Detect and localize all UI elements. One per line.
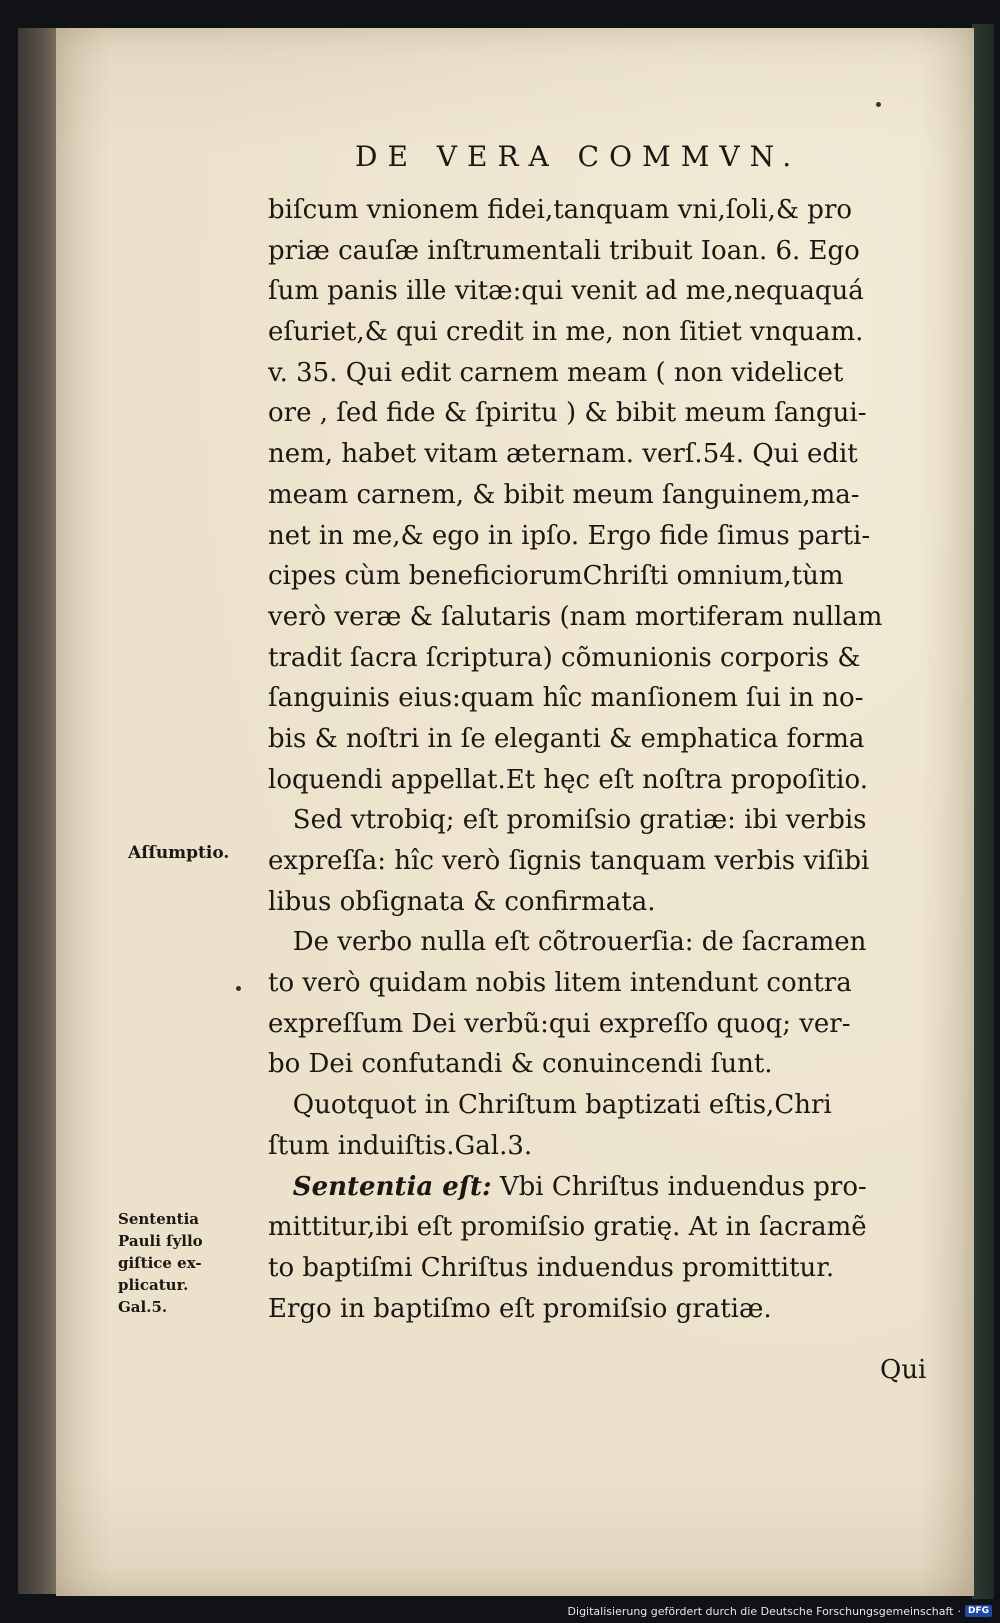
text-line: ore , ſed fide & ſpiritu ) & bibit meum ſangui- — [268, 398, 867, 429]
ink-speck — [236, 986, 241, 991]
text-line: Quotquot in Chriſtum baptizati eſtis,Chri — [268, 1090, 832, 1121]
sententia-label: Sententia eſt: — [292, 1171, 492, 1202]
digitization-credit: Digitalisierung gefördert durch die Deutsche Forschungsgemeinschaft · DFG — [568, 1602, 992, 1620]
dfg-logo: DFG — [965, 1605, 992, 1617]
text-line: verò veræ & ſalutaris (nam mortiferam nullam — [268, 601, 883, 632]
text-line: ſanguinis eius:quam hîc manſionem ſui in no- — [268, 683, 864, 714]
marginal-note-assumptio: Aſſumptio. — [128, 843, 230, 863]
text-line: eſuriet,& qui credit in me, non ſitiet vnquam. — [268, 317, 864, 348]
ink-speck — [876, 102, 881, 107]
text-line: v. 35. Qui edit carnem meam ( non videlicet — [268, 357, 844, 388]
text-line: De verbo nulla eſt cõtrouerſia: de ſacramen — [268, 927, 867, 958]
text-line: cipes cùm beneficiorumChriſti omnium,tùm — [268, 561, 844, 592]
marginal-note-sententia — [118, 1208, 203, 1318]
text-line: ſum panis ille vitæ:qui venit ad me,nequaquá — [268, 276, 864, 307]
text-line: expreſſa: hîc verò ſignis tanquam verbis viſibi — [268, 846, 870, 876]
marginal-line: giſtice ex- — [118, 1254, 202, 1272]
text-line: bo Dei confutandi & conuincendi ſunt. — [268, 1049, 773, 1080]
marginal-line: Pauli ſyllo — [118, 1232, 203, 1250]
book-cover-right-edge — [972, 24, 994, 1599]
text-line: ſtum induiſtis.Gal.3. — [268, 1130, 533, 1161]
running-head: DE VERA COMMVN. — [355, 140, 802, 173]
body-text — [268, 190, 958, 1329]
text-line: tradit ſacra ſcriptura) cõmunionis corporis & — [268, 642, 861, 673]
sententia-rest: Vbi Chriſtus induendus pro- — [491, 1171, 867, 1202]
text-line: expreſſum Dei verbũ:qui expreſſo quoq; ver- — [268, 1008, 851, 1039]
text-line-sententia — [268, 1167, 958, 1208]
marginal-line: Sententia — [118, 1210, 200, 1228]
text-line: mittitur,ibi eſt promiſsio gratię. At in ſacramẽ — [268, 1212, 867, 1243]
text-line: priæ cauſæ inſtrumentali tribuit Ioan. 6. Ego — [268, 235, 860, 266]
credit-text: Digitalisierung gefördert durch die Deutsche Forschungsgemeinschaft — [567, 1604, 954, 1618]
text-line: biſcum vnionem fidei,tanquam vni,ſoli,& pro — [268, 195, 853, 225]
text-line: net in me,& ego in ipſo. Ergo fide ſimus parti- — [268, 520, 871, 551]
text-line: meam carnem, & bibit meum ſanguinem,ma- — [268, 479, 860, 510]
catchword: Qui — [880, 1355, 927, 1385]
text-line: to verò quidam nobis litem intendunt contra — [268, 968, 852, 999]
text-line: bis & noſtri in ſe eleganti & emphatica forma — [268, 723, 865, 754]
text-line: Ergo in baptiſmo eſt promiſsio gratiæ. — [268, 1293, 772, 1324]
text-line: libus obſignata & confirmata. — [268, 886, 656, 917]
text-line: nem, habet vitam æternam. verſ.54. Qui edit — [268, 439, 858, 470]
text-line: to baptiſmi Chriſtus induendus promittitur. — [268, 1252, 835, 1283]
text-line: Sed vtrobiq; eſt promiſsio gratiæ: ibi verbis — [268, 805, 867, 836]
marginal-line: Gal.5. — [118, 1298, 168, 1316]
marginal-line: plicatur. — [118, 1276, 189, 1294]
text-line: loquendi appellat.Et hęc eſt noſtra propoſitio. — [268, 764, 868, 795]
book-cover-left-edge — [18, 28, 58, 1594]
